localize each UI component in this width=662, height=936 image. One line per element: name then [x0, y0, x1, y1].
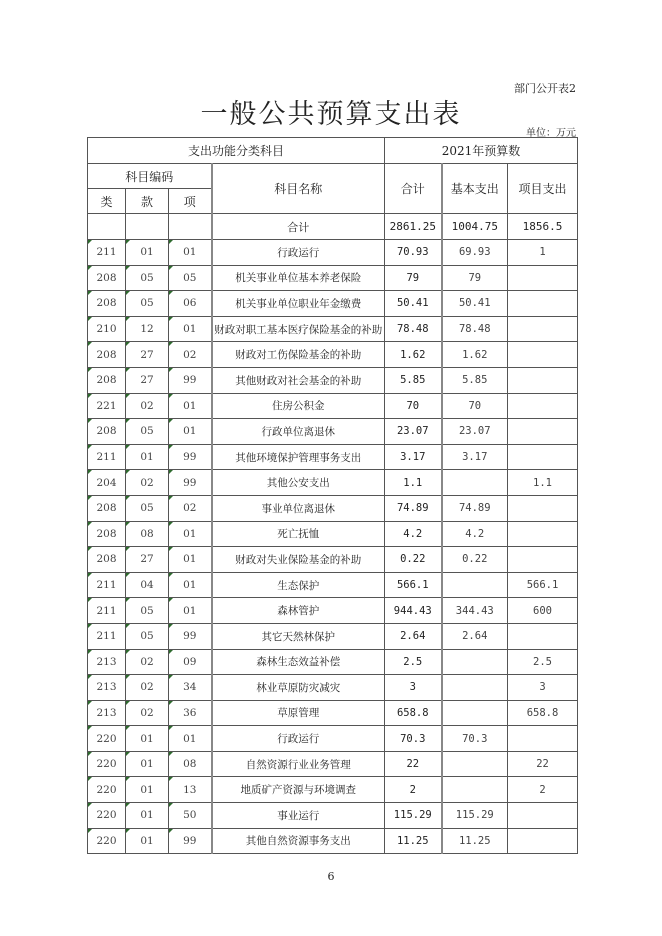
cell-kuan: 05: [126, 598, 169, 624]
cell-lei: 208: [88, 495, 126, 521]
cell-project: [508, 265, 578, 291]
header-subject-name: 科目名称: [212, 164, 385, 214]
cell-subject-name: 其他财政对社会基金的补助: [212, 367, 385, 393]
table-row: [88, 777, 578, 803]
cell-lei: 208: [88, 521, 126, 547]
cell-total: 944.43: [385, 598, 442, 624]
cell-kuan: 01: [126, 777, 169, 803]
cell-total: 50.41: [385, 291, 442, 317]
page-title: 一般公共预算支出表: [200, 99, 462, 130]
cell-project: [508, 726, 578, 752]
cell-subject-name: 行政运行: [212, 240, 385, 266]
cell-kuan: 01: [126, 751, 169, 777]
total-kuan: [126, 214, 169, 240]
total-row: [88, 214, 578, 240]
cell-subject-name: 机关事业单位基本养老保险: [212, 265, 385, 291]
cell-project: 2: [508, 777, 578, 803]
cell-lei: 208: [88, 265, 126, 291]
cell-project: [508, 623, 578, 649]
cell-basic: 50.41: [442, 291, 508, 317]
cell-total: 5.85: [385, 367, 442, 393]
cell-subject-name: 森林生态效益补偿: [212, 649, 385, 675]
cell-total: 0.22: [385, 547, 442, 573]
cell-lei: 220: [88, 726, 126, 752]
form-code: 部门公开表2: [514, 82, 576, 95]
cell-lei: 210: [88, 316, 126, 342]
cell-kuan: 12: [126, 316, 169, 342]
cell-subject-name: 林业草原防灾减灾: [212, 675, 385, 701]
cell-xiang: 99: [169, 623, 212, 649]
cell-total: 70.3: [385, 726, 442, 752]
cell-project: 658.8: [508, 700, 578, 726]
cell-lei: 220: [88, 751, 126, 777]
cell-subject-name: 财政对工伤保险基金的补助: [212, 342, 385, 368]
cell-lei: 208: [88, 342, 126, 368]
cell-kuan: 02: [126, 675, 169, 701]
cell-xiang: 09: [169, 649, 212, 675]
unit-label: 单位：万元: [526, 128, 576, 139]
cell-project: [508, 803, 578, 829]
table-row: [88, 521, 578, 547]
cell-project: [508, 495, 578, 521]
cell-kuan: 05: [126, 265, 169, 291]
cell-lei: 220: [88, 828, 126, 854]
cell-project: [508, 367, 578, 393]
cell-xiang: 99: [169, 367, 212, 393]
cell-total: 23.07: [385, 419, 442, 445]
cell-xiang: 01: [169, 572, 212, 598]
cell-lei: 213: [88, 675, 126, 701]
table-row: [88, 291, 578, 317]
cell-subject-name: 行政单位离退休: [212, 419, 385, 445]
header-budget-year: 2021年预算数: [385, 138, 578, 164]
cell-basic: [442, 470, 508, 496]
cell-lei: 208: [88, 367, 126, 393]
cell-lei: 220: [88, 777, 126, 803]
cell-xiang: 01: [169, 316, 212, 342]
cell-project: [508, 291, 578, 317]
cell-basic: [442, 751, 508, 777]
table-row: [88, 265, 578, 291]
cell-kuan: 27: [126, 367, 169, 393]
cell-basic: [442, 777, 508, 803]
cell-project: 1.1: [508, 470, 578, 496]
cell-kuan: 01: [126, 240, 169, 266]
total-lei: [88, 214, 126, 240]
cell-project: [508, 444, 578, 470]
total-xiang: [169, 214, 212, 240]
cell-lei: 211: [88, 598, 126, 624]
cell-xiang: 13: [169, 777, 212, 803]
total-label: 合计: [212, 214, 385, 240]
cell-xiang: 50: [169, 803, 212, 829]
cell-basic: 69.93: [442, 240, 508, 266]
cell-kuan: 01: [126, 444, 169, 470]
cell-basic: [442, 649, 508, 675]
cell-kuan: 01: [126, 803, 169, 829]
header-project: 项目支出: [508, 164, 578, 214]
table-row: [88, 367, 578, 393]
cell-kuan: 27: [126, 547, 169, 573]
header-lei: 类: [88, 189, 126, 214]
cell-total: 70: [385, 393, 442, 419]
cell-total: 566.1: [385, 572, 442, 598]
table-row: [88, 419, 578, 445]
header-subject-code: 科目编码: [88, 164, 212, 189]
table-row: [88, 393, 578, 419]
cell-basic: 79: [442, 265, 508, 291]
table-row: [88, 342, 578, 368]
cell-subject-name: 自然资源行业业务管理: [212, 751, 385, 777]
cell-basic: 4.2: [442, 521, 508, 547]
cell-lei: 220: [88, 803, 126, 829]
table-row: [88, 495, 578, 521]
cell-xiang: 01: [169, 419, 212, 445]
cell-total: 2.5: [385, 649, 442, 675]
cell-project: 600: [508, 598, 578, 624]
cell-lei: 211: [88, 240, 126, 266]
cell-kuan: 27: [126, 342, 169, 368]
cell-xiang: 34: [169, 675, 212, 701]
cell-subject-name: 其他自然资源事务支出: [212, 828, 385, 854]
cell-xiang: 02: [169, 495, 212, 521]
cell-xiang: 01: [169, 240, 212, 266]
header-function-category: 支出功能分类科目: [88, 138, 385, 164]
header-kuan: 款: [126, 189, 169, 214]
cell-xiang: 99: [169, 470, 212, 496]
cell-basic: 5.85: [442, 367, 508, 393]
cell-total: 1.62: [385, 342, 442, 368]
budget-table: [87, 137, 578, 854]
cell-subject-name: 死亡抚恤: [212, 521, 385, 547]
table-row: [88, 598, 578, 624]
cell-subject-name: 机关事业单位职业年金缴费: [212, 291, 385, 317]
cell-xiang: 01: [169, 726, 212, 752]
cell-basic: [442, 572, 508, 598]
cell-lei: 213: [88, 700, 126, 726]
cell-kuan: 05: [126, 291, 169, 317]
table-row: [88, 572, 578, 598]
table-row: [88, 316, 578, 342]
cell-basic: [442, 700, 508, 726]
cell-subject-name: 其他环境保护管理事务支出: [212, 444, 385, 470]
cell-total: 74.89: [385, 495, 442, 521]
cell-xiang: 99: [169, 828, 212, 854]
cell-xiang: 36: [169, 700, 212, 726]
cell-project: 566.1: [508, 572, 578, 598]
cell-xiang: 01: [169, 521, 212, 547]
cell-lei: 211: [88, 572, 126, 598]
header-row-groups: [88, 138, 578, 164]
cell-kuan: 02: [126, 470, 169, 496]
cell-subject-name: 其他公安支出: [212, 470, 385, 496]
cell-basic: 2.64: [442, 623, 508, 649]
cell-lei: 208: [88, 419, 126, 445]
cell-lei: 221: [88, 393, 126, 419]
cell-subject-name: 住房公积金: [212, 393, 385, 419]
cell-subject-name: 财政对失业保险基金的补助: [212, 547, 385, 573]
cell-xiang: 02: [169, 342, 212, 368]
cell-basic: 70: [442, 393, 508, 419]
cell-xiang: 01: [169, 598, 212, 624]
table-row: [88, 675, 578, 701]
cell-project: [508, 521, 578, 547]
cell-project: [508, 547, 578, 573]
table-row: [88, 803, 578, 829]
cell-xiang: 06: [169, 291, 212, 317]
cell-kuan: 05: [126, 623, 169, 649]
cell-project: 2.5: [508, 649, 578, 675]
total-project: 1856.5: [508, 214, 578, 240]
table-row: [88, 547, 578, 573]
cell-total: 2.64: [385, 623, 442, 649]
total-amount: 2861.25: [385, 214, 442, 240]
cell-basic: 1.62: [442, 342, 508, 368]
cell-kuan: 02: [126, 700, 169, 726]
cell-lei: 213: [88, 649, 126, 675]
cell-project: 3: [508, 675, 578, 701]
cell-total: 2: [385, 777, 442, 803]
cell-kuan: 01: [126, 726, 169, 752]
cell-project: [508, 419, 578, 445]
cell-kuan: 08: [126, 521, 169, 547]
table-row: [88, 726, 578, 752]
table-row: [88, 240, 578, 266]
cell-subject-name: 事业单位离退休: [212, 495, 385, 521]
cell-total: 4.2: [385, 521, 442, 547]
cell-lei: 208: [88, 291, 126, 317]
cell-project: 1: [508, 240, 578, 266]
cell-xiang: 99: [169, 444, 212, 470]
cell-subject-name: 事业运行: [212, 803, 385, 829]
cell-lei: 208: [88, 547, 126, 573]
cell-project: [508, 316, 578, 342]
cell-lei: 204: [88, 470, 126, 496]
cell-basic: 70.3: [442, 726, 508, 752]
total-basic: 1004.75: [442, 214, 508, 240]
cell-subject-name: 地质矿产资源与环境调查: [212, 777, 385, 803]
table-row: [88, 700, 578, 726]
cell-total: 78.48: [385, 316, 442, 342]
cell-kuan: 05: [126, 495, 169, 521]
header-xiang: 项: [169, 189, 212, 214]
cell-kuan: 05: [126, 419, 169, 445]
cell-kuan: 01: [126, 828, 169, 854]
cell-lei: 211: [88, 444, 126, 470]
cell-total: 70.93: [385, 240, 442, 266]
cell-total: 79: [385, 265, 442, 291]
cell-basic: 74.89: [442, 495, 508, 521]
table-row: [88, 623, 578, 649]
page-number: 6: [327, 870, 335, 883]
cell-subject-name: 其它天然林保护: [212, 623, 385, 649]
cell-basic: 78.48: [442, 316, 508, 342]
cell-subject-name: 生态保护: [212, 572, 385, 598]
cell-subject-name: 行政运行: [212, 726, 385, 752]
header-row-codes: [88, 164, 578, 189]
table-row: [88, 470, 578, 496]
cell-basic: 23.07: [442, 419, 508, 445]
cell-xiang: 08: [169, 751, 212, 777]
cell-total: 3: [385, 675, 442, 701]
cell-total: 115.29: [385, 803, 442, 829]
cell-subject-name: 财政对职工基本医疗保险基金的补助: [212, 316, 385, 342]
table-row: [88, 828, 578, 854]
cell-total: 658.8: [385, 700, 442, 726]
cell-total: 3.17: [385, 444, 442, 470]
header-total: 合计: [385, 164, 442, 214]
header-basic: 基本支出: [442, 164, 508, 214]
cell-subject-name: 草原管理: [212, 700, 385, 726]
cell-subject-name: 森林管护: [212, 598, 385, 624]
cell-basic: 0.22: [442, 547, 508, 573]
cell-basic: [442, 675, 508, 701]
cell-total: 22: [385, 751, 442, 777]
cell-basic: 11.25: [442, 828, 508, 854]
cell-lei: 211: [88, 623, 126, 649]
cell-kuan: 02: [126, 649, 169, 675]
cell-xiang: 01: [169, 393, 212, 419]
table-row: [88, 444, 578, 470]
cell-total: 1.1: [385, 470, 442, 496]
cell-basic: 344.43: [442, 598, 508, 624]
cell-kuan: 04: [126, 572, 169, 598]
cell-project: 22: [508, 751, 578, 777]
cell-basic: 115.29: [442, 803, 508, 829]
cell-project: [508, 393, 578, 419]
cell-project: [508, 342, 578, 368]
cell-kuan: 02: [126, 393, 169, 419]
cell-basic: 3.17: [442, 444, 508, 470]
cell-xiang: 01: [169, 547, 212, 573]
table-row: [88, 751, 578, 777]
cell-project: [508, 828, 578, 854]
table-row: [88, 649, 578, 675]
cell-total: 11.25: [385, 828, 442, 854]
cell-xiang: 05: [169, 265, 212, 291]
